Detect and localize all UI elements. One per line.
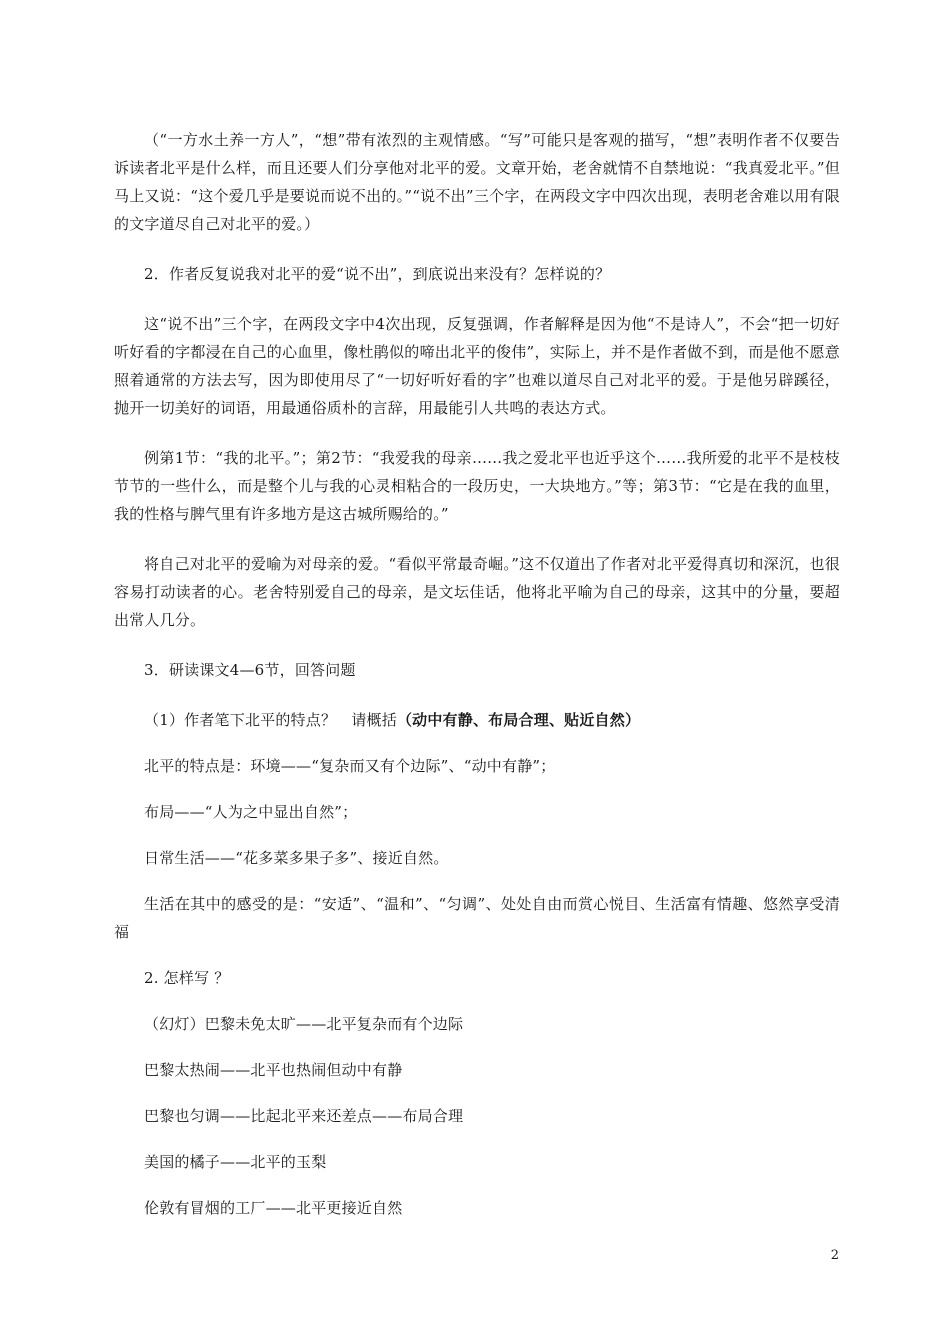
comparison-item: 巴黎太热闹——北平也热闹但动中有静 xyxy=(144,1061,403,1079)
page-number: 2 xyxy=(830,1248,839,1263)
paragraph-answer-2: 这“说不出”三个字，在两段文字中4次出现，反复强调，作者解释是因为他“不是诗人”，不会“把一切好听好看的字都浸在自己的心血里，像杜鹃似的啼出北平的俊伟”，实际上，并不是作者做不到，而是他不愿意照着通常的方法去写，因为即使用尽了“一切好听好看的字”也难以道尽自己对北平的爱。于是他另辟蹊径，抛开一切美好的词语，用最通俗质朴的言辞，用最能引人共鸣的表达方式。 xyxy=(114,315,840,417)
document-body xyxy=(114,126,840,1240)
question-3: 3．研读课文4—6节，回答问题 xyxy=(144,661,356,679)
feature-layout: 布局——“人为之中显出自然”； xyxy=(144,803,358,821)
comparison-item: 伦敦有冒烟的工厂——北平更接近自然 xyxy=(144,1199,403,1217)
feature-daily-life: 日常生活——“花多菜多果子多”、接近自然。 xyxy=(144,849,449,867)
question-3-1-text: （1）作者笔下北平的特点？ 请概括 xyxy=(144,711,397,729)
comparison-item: （幻灯）巴黎未免太旷——北平复杂而有个边际 xyxy=(144,1015,464,1033)
feature-environment: 北平的特点是：环境——“复杂而又有个边际”、“动中有静”； xyxy=(144,757,556,775)
question-2: 2．作者反复说我对北平的爱“说不出”，到底说出来没有？怎样说的？ xyxy=(144,265,611,283)
paragraph-feelings: 生活在其中的感受的是：“安适”、“温和”、“匀调”、处处自由而赏心悦目、生活富有情趣、悠然享受清福 xyxy=(114,895,840,941)
comparison-item: 巴黎也匀调——比起北平来还差点——布局合理 xyxy=(144,1107,464,1125)
question-3-1-answer: （动中有静、布局合理、贴近自然） xyxy=(396,711,641,729)
question-3-1 xyxy=(114,706,840,734)
paragraph-intro-note: （“一方水土养一方人”，“想”带有浓烈的主观情感。“写”可能只是客观的描写，“想”表明作者不仅要告诉读者北平是什么样，而且还要人们分享他对北平的爱。文章开始，老舍就情不自禁地说：“我真爱北平。”但马上又说：“这个爱几乎是要说而说不出的。”“说不出”三个字，在两段文字中四次出现，表明老舍难以用有限的文字道尽自己对北平的爱。） xyxy=(114,131,840,233)
comparison-item: 美国的橘子——北平的玉梨 xyxy=(144,1153,327,1171)
question-how-to-write: 2. 怎样写 ？ xyxy=(144,969,230,987)
paragraph-examples: 例第1节：“我的北平。”；第2节：“我爱我的母亲……我之爱北平也近乎这个……我所爱的北平不是枝枝节节的一些什么，而是整个儿与我的心灵相粘合的一段历史，一大块地方。”等；第3节：“它是在我的血里，我的性格与脾气里有许多地方是这古城所赐给的。” xyxy=(114,449,840,523)
paragraph-mother-metaphor: 将自己对北平的爱喻为对母亲的爱。“看似平常最奇崛。”这不仅道出了作者对北平爱得真切和深沉，也很容易打动读者的心。老舍特别爱自己的母亲，是文坛佳话，他将北平喻为自己的母亲，这其中的分量，要超出常人几分。 xyxy=(114,555,840,629)
